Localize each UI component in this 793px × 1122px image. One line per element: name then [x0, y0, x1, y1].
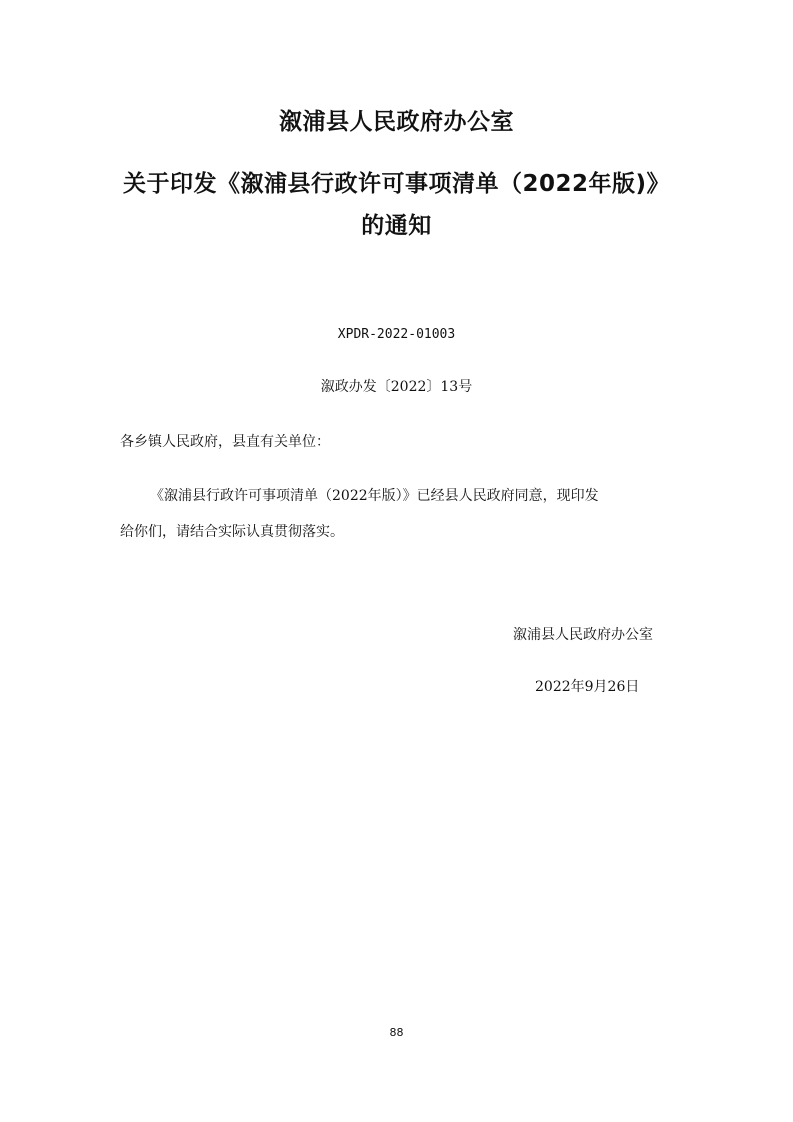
signature-organization: 溆浦县人民政府办公室	[513, 627, 653, 643]
body-paragraph-line1: 《溆浦县行政许可事项清单（2022年版）》已经县人民政府同意，现印发	[150, 488, 599, 504]
body-paragraph-line2: 给你们，请结合实际认真贯彻落实。	[120, 524, 344, 540]
salutation: 各乡镇人民政府，县直有关单位：	[120, 434, 330, 450]
issue-number: 溆政办发〔2022〕13号	[320, 379, 473, 395]
signature-date: 2022年9月26日	[535, 679, 640, 695]
page-number: 88	[389, 1026, 404, 1039]
document-number: XPDR-2022-01003	[337, 327, 456, 342]
title-subject: 关于印发《溆浦县行政许可事项清单（2022年版)》	[122, 171, 671, 197]
title-issuer: 溆浦县人民政府办公室	[279, 109, 514, 135]
title-subject-end: 的通知	[361, 213, 432, 239]
